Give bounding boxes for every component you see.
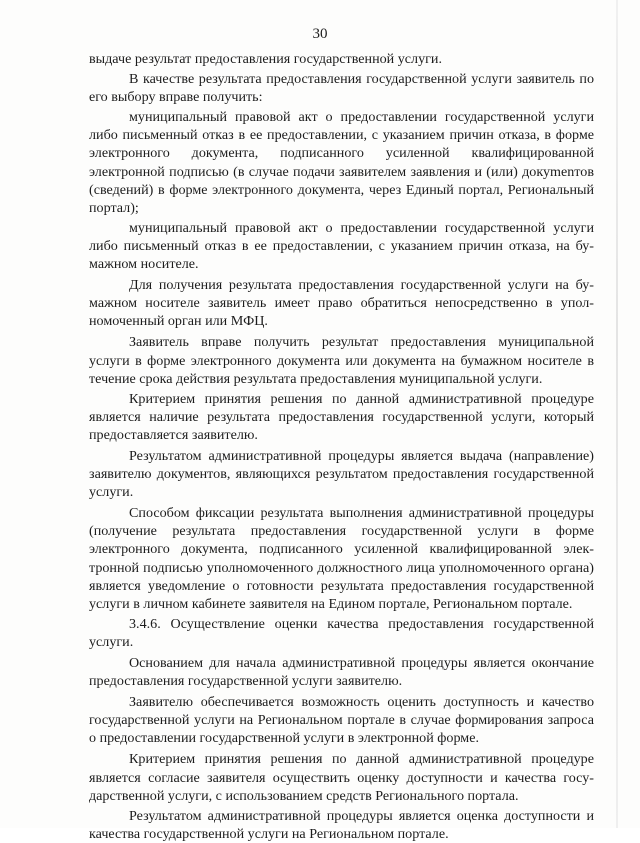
paragraph: Результатом административной процедуры является оценка доступности и качества государственной услуги на Региональном портале.	[89, 807, 594, 842]
page-edge-shadow	[616, 0, 618, 828]
paragraph: Критерием принятия решения по данной административной процедуре является наличие результата предоставления государственной услуги, который предоставляется заявителю.	[89, 390, 594, 443]
body-text	[89, 50, 594, 843]
paragraph: муниципальный правовой акт о предоставлении государственной услуги либо письменный отказ в ее предоставлении, с указанием причин отказа, в форме электронного документа, подписанного усиленной квалифицированной электронной подписью (в случае подачи заявителем заявления и (или) докуmenтов (сведений) в форме электронного документа, через Единый портал, Региональный портал);	[89, 109, 594, 216]
paragraph: Способом фиксации результата выполнения административной процедуры (получение результата предоставления государственной услуги в форме электронного документа, подписанного усиленной квалифицированной электронной подписью уполномоченного должностного лица уполномоченного органа) является уведомление о готовности результата предоставления государственной услуги в личном кабинете заявителя на Едином портале, Региональном портале.	[89, 505, 594, 612]
paragraph: Результатом административной процедуры является выдача (направление) заявителю документов, являющихся результатом предоставления государственной услуги.	[89, 447, 594, 501]
paragraph: муниципальный правовой акт о предоставлении государственной услуги либо письменный отказ в ее предоставлении, с указанием причин отказа, на бумажном носителе.	[89, 219, 594, 273]
paragraph: Заявитель вправе получить результат предоставления муниципальной услуги в форме электронного документа или документа на бумажном носителе в течение срока действия результата предоставления муниципальной услуги.	[89, 334, 594, 387]
page-number: 30	[312, 26, 328, 42]
paragraph: Для получения результата предоставления государственной услуги на бумажном носителе заявитель имеет право обратиться непосредственно в уполномоченный орган или МФЦ.	[89, 277, 594, 330]
section-heading: 3.4.6. Осуществление оценки качества предоставления государственной услуги.	[89, 615, 594, 650]
paragraph: выдаче результат предоставления государственной услуги.	[89, 51, 442, 67]
paragraph: Критерием принятия решения по данной административной процедуре является согласие заявителя осуществить оценку доступности и качества государственной услуги, с использованием средств Регионального портала.	[89, 751, 594, 804]
paragraph: Заявителю обеспечивается возможность оценить доступность и качество государственной услуги на Региональном портале в случае формирования запроса о предоставлении государственной услуги в электронной форме.	[89, 694, 594, 747]
paragraph: Основанием для начала административной процедуры является окончание предоставления государственной услуги заявителю.	[89, 655, 594, 690]
paragraph: В качестве результата предоставления государственной услуги заявитель по его выбору вправе получить:	[89, 71, 594, 106]
